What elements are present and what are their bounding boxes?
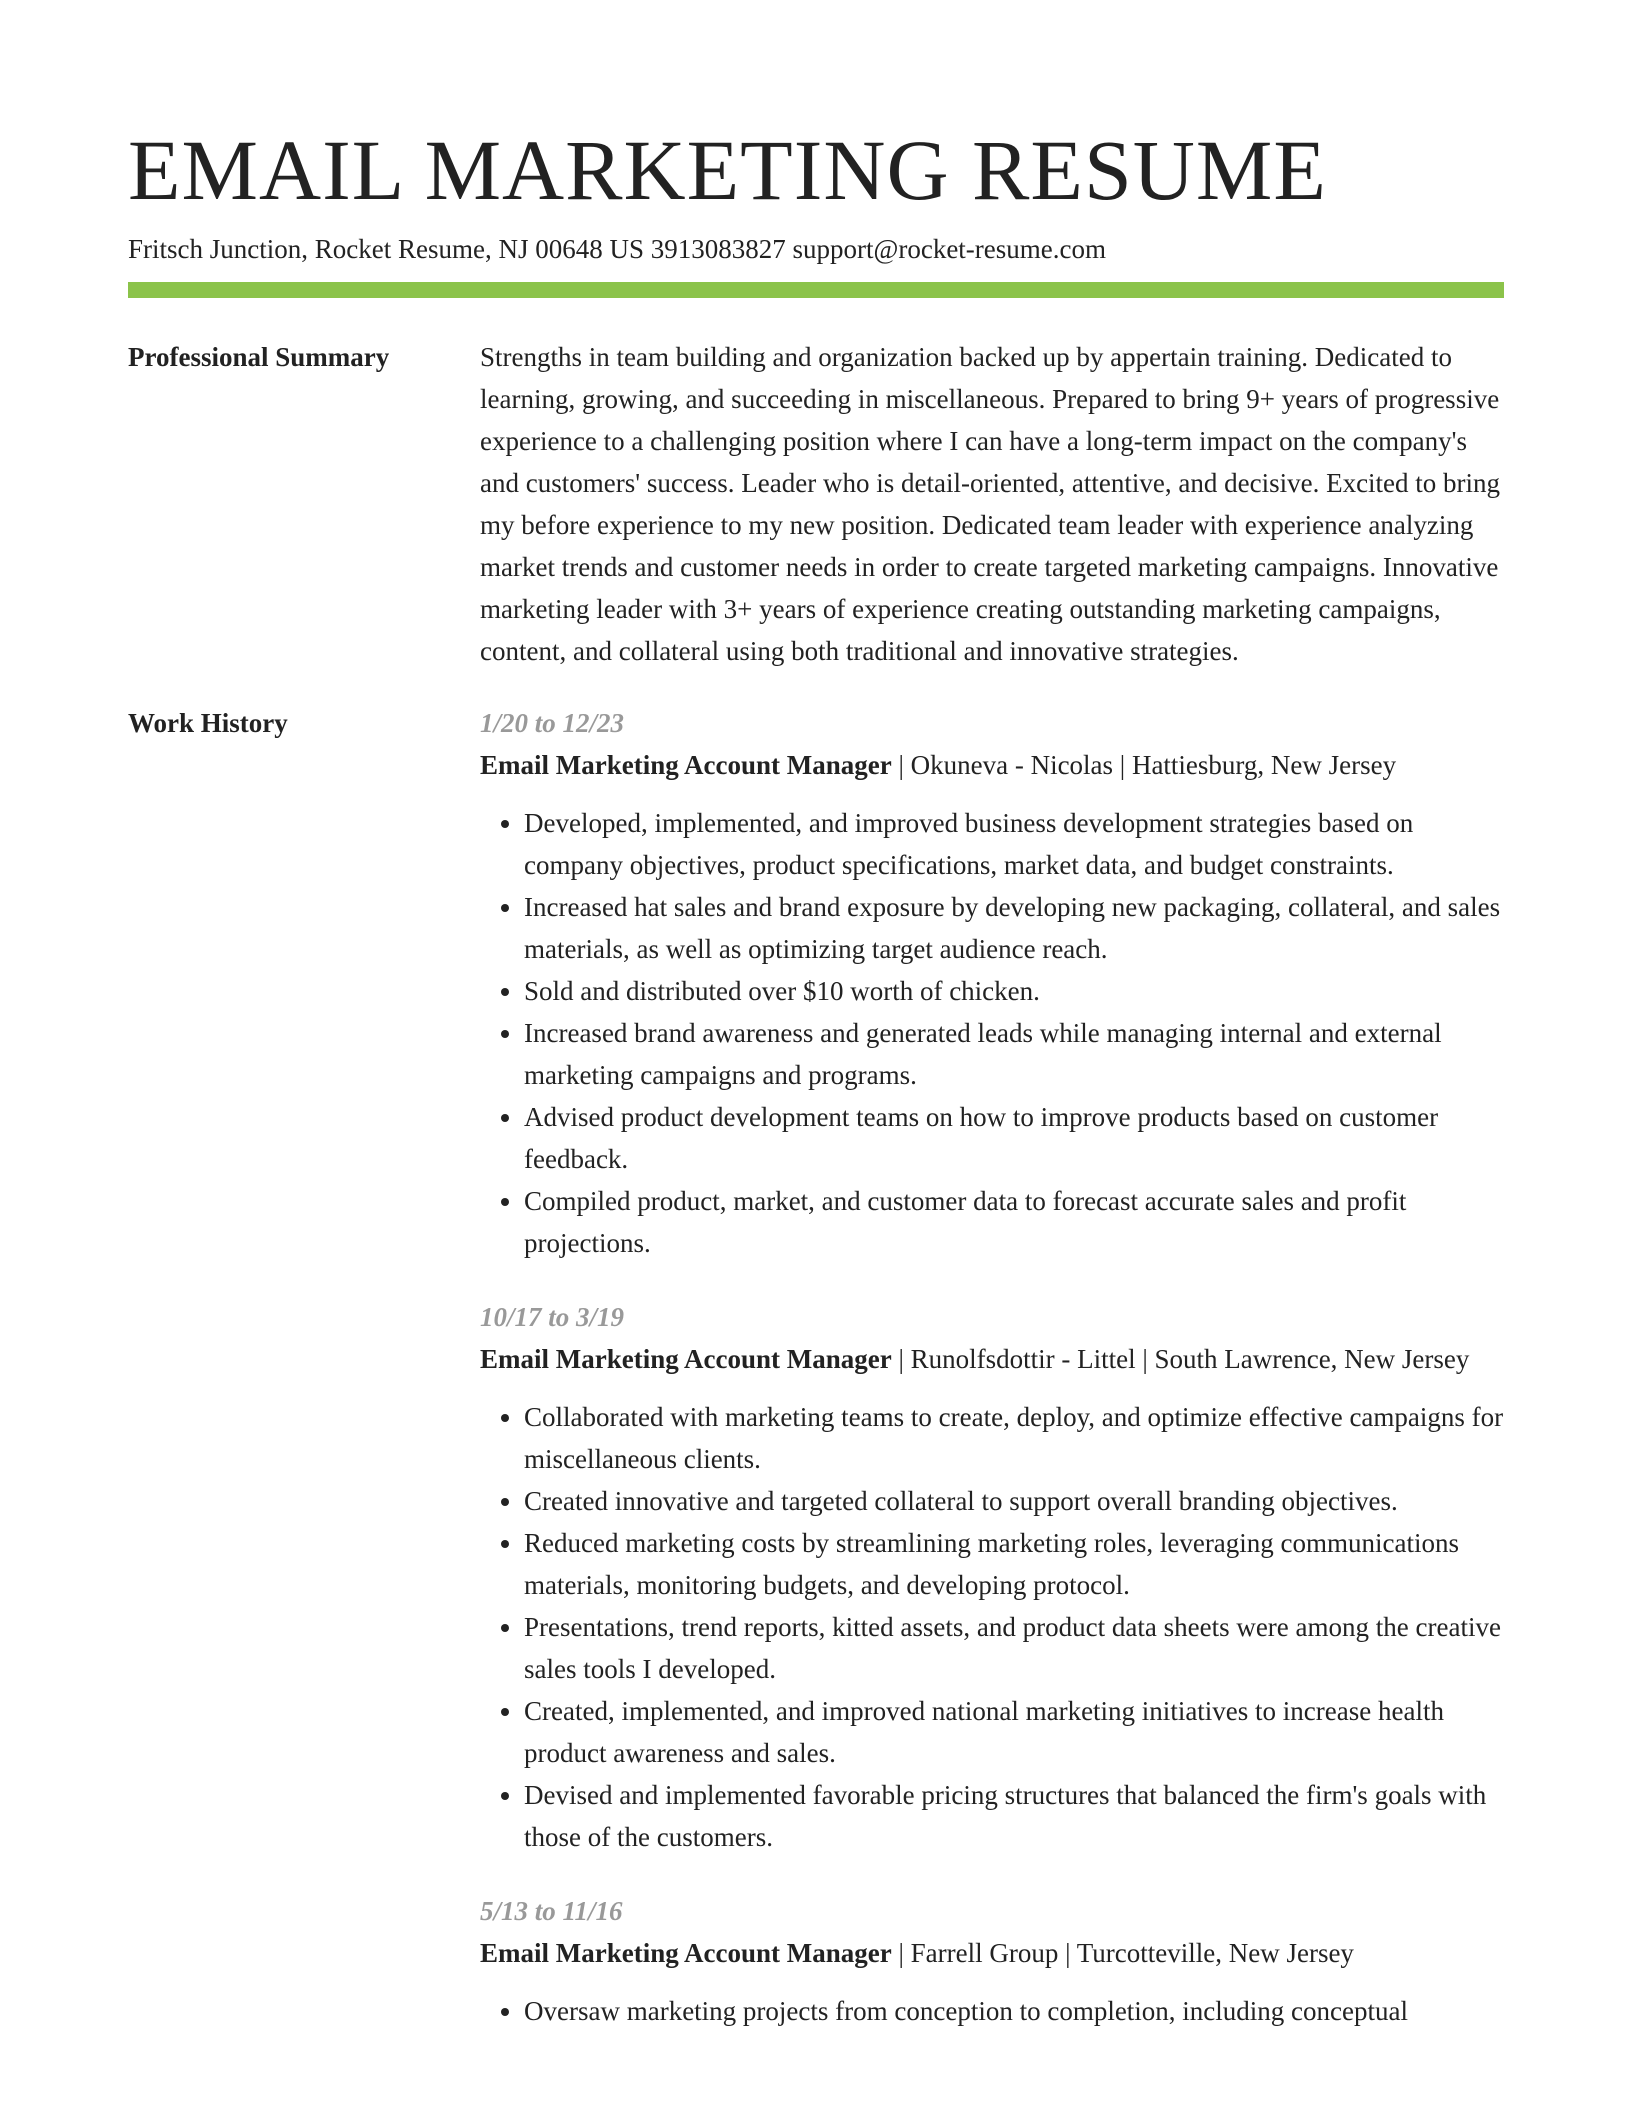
job-bullet: • Compiled product, market, and customer data to forecast accurate sales and profit projections.	[524, 1180, 1504, 1264]
job-title: Email Marketing Account Manager	[480, 1938, 892, 1968]
job-heading	[480, 1932, 1504, 1974]
job-bullet: • Developed, implemented, and improved business development strategies based on company objectives, product specifications, market data, and budget constraints.	[524, 802, 1504, 886]
job-details: | Farrell Group | Turcotteville, New Jersey	[891, 1938, 1354, 1968]
resume-page	[128, 0, 1504, 2064]
job-entry	[480, 702, 1504, 1264]
job-details: | Okuneva - Nicolas | Hattiesburg, New Jersey	[891, 750, 1397, 780]
accent-divider	[128, 282, 1504, 298]
job-title: Email Marketing Account Manager	[480, 1344, 892, 1374]
job-dates: 1/20 to 12/23	[480, 708, 625, 738]
work-history-section	[128, 702, 1504, 2064]
contact-line: Fritsch Junction, Rocket Resume, NJ 00648 US 3913083827 support@rocket-resume.com	[128, 234, 1106, 264]
job-bullet: • Devised and implemented favorable pricing structures that balanced the firm's goals with those of the customers.	[524, 1774, 1504, 1858]
job-bullet: • Created, implemented, and improved national marketing initiatives to increase health product awareness and sales.	[524, 1690, 1504, 1774]
job-bullet: • Oversaw marketing projects from conception to completion, including conceptual	[524, 1990, 1504, 2032]
job-dates: 5/13 to 11/16	[480, 1896, 623, 1926]
job-bullet: • Sold and distributed over $10 worth of chicken.	[524, 970, 1504, 1012]
resume-title: EMAIL MARKETING RESUME	[128, 122, 1327, 218]
job-bullet: • Presentations, trend reports, kitted assets, and product data sheets were among the creative sales tools I developed.	[524, 1606, 1504, 1690]
summary-section	[128, 336, 1504, 672]
work-history-heading: Work History	[128, 708, 288, 738]
job-bullet: • Collaborated with marketing teams to create, deploy, and optimize effective campaigns for miscellaneous clients.	[524, 1396, 1504, 1480]
job-title: Email Marketing Account Manager	[480, 750, 892, 780]
job-entry	[480, 1296, 1504, 1858]
summary-body	[480, 336, 1504, 672]
job-bullets	[480, 1396, 1504, 1858]
summary-text: Strengths in team building and organization backed up by appertain training. Dedicated to learning, growing, and succeeding in miscellaneous. Prepared to bring 9+ years of progressive experience to a challenging position where I can have a long-term impact on the company's and customers' success. Leader who is detail-oriented, attentive, and decisive. Excited to bring my before experience to my new position. Dedicated team leader with experience analyzing market trends and customer needs in order to create targeted marketing campaigns. Innovative marketing leader with 3+ years of experience creating outstanding marketing campaigns, content, and collateral using both traditional and innovative strategies.	[480, 342, 1501, 666]
job-dates: 10/17 to 3/19	[480, 1302, 625, 1332]
job-bullet: • Increased hat sales and brand exposure by developing new packaging, collateral, and sales materials, as well as optimizing target audience reach.	[524, 886, 1504, 970]
job-bullets	[480, 1990, 1504, 2032]
job-bullet: • Reduced marketing costs by streamlining marketing roles, leveraging communications materials, monitoring budgets, and developing protocol.	[524, 1522, 1504, 1606]
job-details: | Runolfsdottir - Littel | South Lawrence, New Jersey	[891, 1344, 1470, 1374]
job-entry	[480, 1890, 1504, 2032]
job-bullet: • Increased brand awareness and generated leads while managing internal and external marketing campaigns and programs.	[524, 1012, 1504, 1096]
summary-heading: Professional Summary	[128, 342, 390, 372]
job-bullet: • Advised product development teams on how to improve products based on customer feedback.	[524, 1096, 1504, 1180]
job-bullets	[480, 802, 1504, 1264]
job-heading	[480, 1338, 1504, 1380]
work-history-body	[480, 702, 1504, 2064]
job-heading	[480, 744, 1504, 786]
job-bullet: • Created innovative and targeted collateral to support overall branding objectives.	[524, 1480, 1504, 1522]
